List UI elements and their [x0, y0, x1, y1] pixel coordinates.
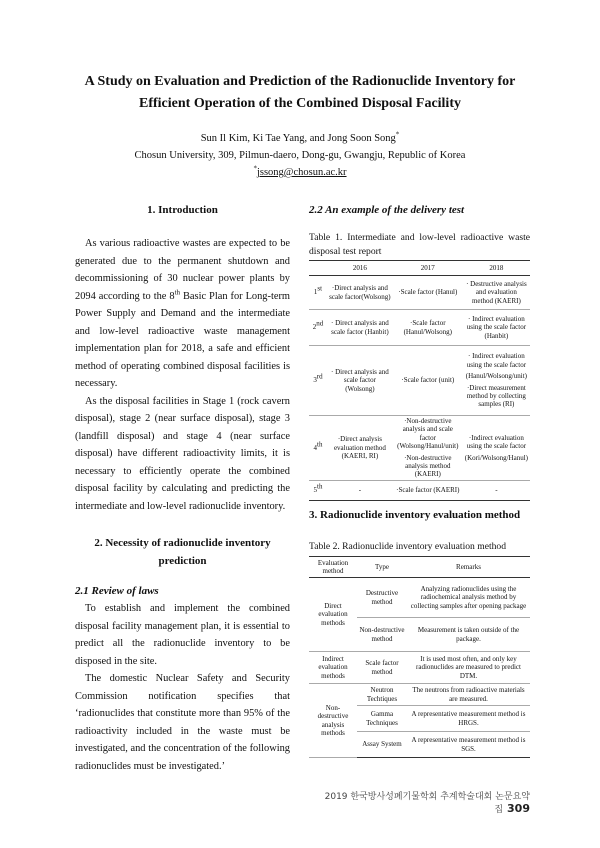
cell-remarks: Analyzing radionuclides using the radiochemical analysis method by collecting samples after opening package	[407, 578, 530, 618]
row-number: 1st	[309, 276, 327, 310]
author-names: Sun Il Kim, Ki Tae Yang, and Jong Soon Song*	[200, 130, 400, 144]
cell-type: Scale factor method	[357, 652, 407, 684]
subsection-2-1-heading: 2.1 Review of laws	[75, 585, 159, 597]
introduction-text	[75, 235, 290, 515]
table-1-header-2018: 2018	[463, 261, 530, 276]
table-1-header-blank	[309, 261, 327, 276]
cell-2018: ·Indirect evaluation using the scale factor (Kori/Wolsong/Hanul)	[463, 416, 530, 481]
cell-evaluation-method: Indirect evaluation methods	[309, 652, 357, 684]
intro-paragraph-2: As the disposal facilities in Stage 1 (rock cavern disposal), stage 2 (near surface disposal), stage 3 (landfill disposal) and stage 4 (near surface disposal) have different radioactivity limits, it is necessary to efficiently operate the combined disposal facility by calculating and predicting the intermediate and low-level radionuclide inventory.	[75, 395, 290, 512]
laws-text	[75, 600, 290, 775]
cell-2016: · Direct analysis and scale factor (Wolsong)	[327, 346, 393, 416]
cell-2017: ·Non-destructive analysis and scale factor (Wolsong/Hanul/unit) ·Non-destructive analysis method (KAERI)	[393, 416, 463, 481]
laws-paragraph-1: To establish and implement the combined disposal facility management plan, it is essential to predict all the radionuclide inventory to be disposed in the site.	[75, 603, 290, 667]
section-3-heading: 3. Radionuclide inventory evaluation method	[309, 509, 521, 521]
table-1-header-row	[309, 261, 530, 276]
cell-2017: ·Scale factor (unit)	[393, 346, 463, 416]
table-row	[309, 578, 530, 618]
affiliation: Chosun University, 309, Pilmun-daero, Dong-gu, Gwangju, Republic of Korea	[134, 150, 466, 161]
cell-2017: ·Scale factor (Hanul/Wolsong)	[393, 310, 463, 346]
section-2-heading: 2. Necessity of radionuclide inventory prediction	[94, 537, 271, 567]
cell-2018: · Destructive analysis and evaluation method (KAERI)	[463, 276, 530, 310]
cell-type: Gamma Techniques	[357, 706, 407, 732]
table-row	[309, 346, 530, 416]
email-link[interactable]: jssong@chosun.ac.kr	[256, 167, 347, 178]
row-number: 3rd	[309, 346, 327, 416]
author-block	[0, 130, 600, 181]
cell-type: Neutron Techtiques	[357, 684, 407, 706]
proceedings-name: 2019 한국방사성폐기물학회 추계학술대회 논문요약집	[324, 792, 530, 815]
table-row	[309, 416, 530, 481]
table-row	[309, 276, 530, 310]
page-number: 309	[507, 802, 530, 815]
laws-paragraph-2: The domestic Nuclear Safety and Security Commission notification specifies that ‘radionuclides that constitute more than 95% of the radioactivity included in the waste must be investigated, and the concentration of the following radionuclides must be investigated.’	[75, 673, 290, 772]
table-row	[309, 310, 530, 346]
cell-2018: · Indirect evaluation using the scale factor (Hanbit)	[463, 310, 530, 346]
section-1-heading: 1. Introduction	[147, 204, 218, 216]
title-line-2: Efficient Operation of the Combined Disposal Facility	[139, 96, 461, 111]
cell-2018: · Indirect evaluation using the scale factor (Hanul/Wolsong/unit) ·Direct measurement method by collecting samples (RI)	[463, 346, 530, 416]
table-2	[309, 556, 530, 758]
cell-type: Assay System	[357, 732, 407, 758]
cell-type: Destructive method	[357, 578, 407, 618]
cell-2017: ·Scale factor (Hanul)	[393, 276, 463, 310]
cell-2016: · Direct analysis and scale factor (Hanbit)	[327, 310, 393, 346]
row-number: 2nd	[309, 310, 327, 346]
table-row	[309, 652, 530, 684]
cell-remarks: It is used most often, and only key radionuclides are measured to predict DTM.	[407, 652, 530, 684]
cell-remarks: Measurement is taken outside of the package.	[407, 618, 530, 652]
cell-2017: ·Scale factor (KAERI)	[393, 480, 463, 500]
cell-remarks: A representative measurement method is HRGS.	[407, 706, 530, 732]
table-1-header-2016: 2016	[327, 261, 393, 276]
table-2-header-type: Type	[357, 557, 407, 578]
cell-2016: ·Direct analysis evaluation method (KAERI, RI)	[327, 416, 393, 481]
row-number: 5th	[309, 480, 327, 500]
table-row	[309, 480, 530, 500]
cell-2016: -	[327, 480, 393, 500]
row-number: 4th	[309, 416, 327, 481]
table-1-caption: Table 1. Intermediate and low-level radioactive waste disposal test report	[309, 232, 530, 257]
table-2-header-remarks: Remarks	[407, 557, 530, 578]
cell-2016: ·Direct analysis and scale factor(Wolsong)	[327, 276, 393, 310]
subsection-2-2-heading: 2.2 An example of the delivery test	[309, 204, 465, 216]
table-row	[309, 684, 530, 706]
cell-evaluation-method: Non-destructive analysis methods	[309, 684, 357, 758]
cell-type: Non-destructive method	[357, 618, 407, 652]
title-line-1: A Study on Evaluation and Prediction of the Radionuclide Inventory for	[84, 74, 516, 89]
page-footer	[320, 789, 530, 815]
cell-2018: -	[463, 480, 530, 500]
cell-evaluation-method: Direct evaluation methods	[309, 578, 357, 652]
table-1-header-2017: 2017	[393, 261, 463, 276]
table-1	[309, 260, 530, 501]
table-2-header-row	[309, 557, 530, 578]
author-email: *jssong@chosun.ac.kr	[253, 164, 347, 178]
intro-paragraph-1: As various radioactive wastes are expected to be generated due to the permanent shutdown and decommissioning of 30 nuclear power plants by 2094 according to the 8th Basic Plan for Long-term Power Supply and Demand and the intermediate and low-level radioactive waste management implementation plan for 2018, a safe and efficient method of operating combined disposal facilities is necessary.	[75, 238, 290, 389]
table-2-header-method: Evaluation method	[309, 557, 357, 578]
table-2-caption: Table 2. Radionuclide inventory evaluation method	[309, 541, 507, 552]
cell-remarks: A representative measurement method is SGS.	[407, 732, 530, 758]
cell-remarks: The neutrons from radioactive materials are measured.	[407, 684, 530, 706]
